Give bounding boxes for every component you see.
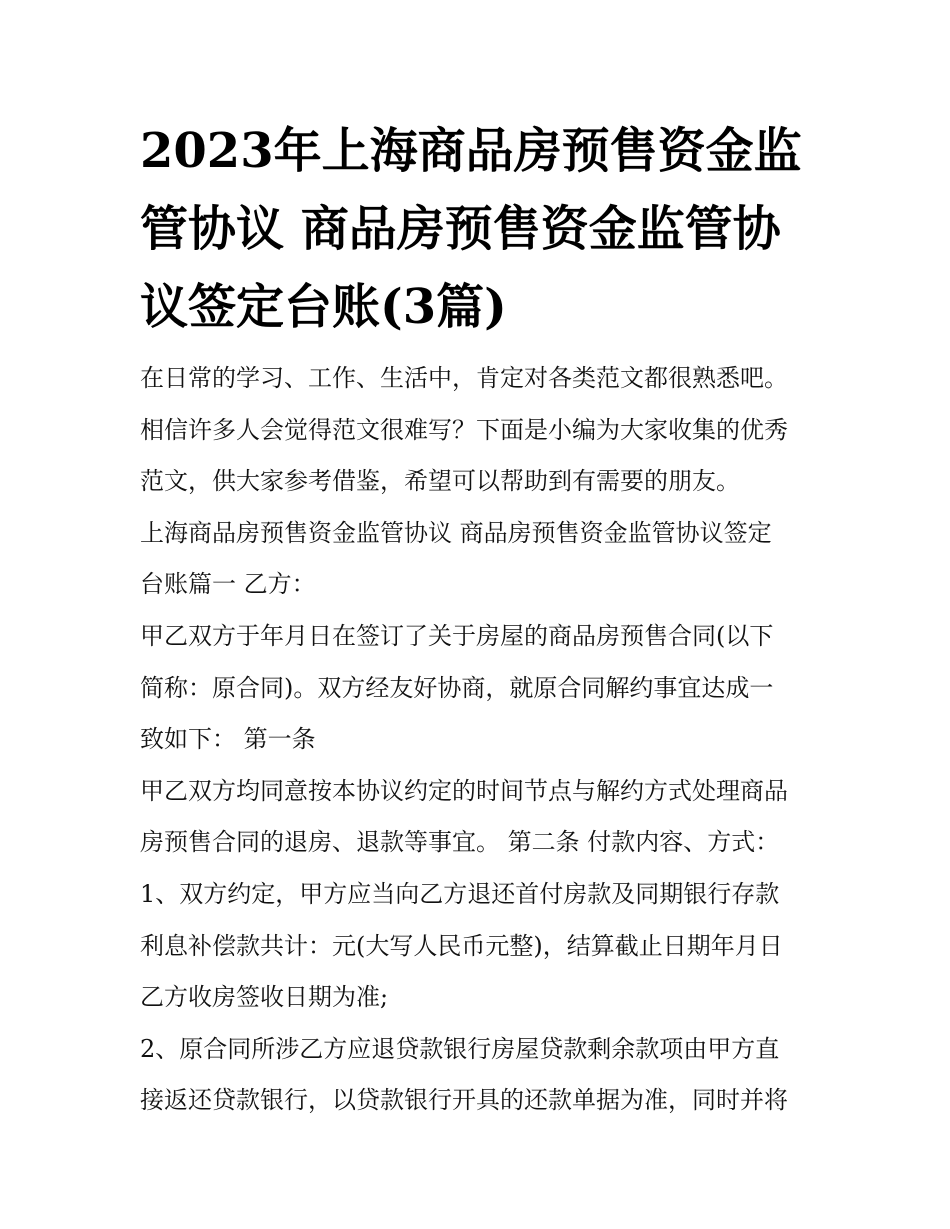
body-line: 房预售合同的退房、退款等事宜。 第二条 付款内容、方式：	[140, 828, 780, 857]
body-line: 简称：原合同)。双方经友好协商，就原合同解约事宜达成一	[140, 673, 774, 702]
body-line: 甲乙双方于年月日在签订了关于房屋的商品房预售合同(以下	[140, 621, 774, 650]
title-line: 2023年上海商品房预售资金监	[140, 123, 802, 179]
body-line: 2、原合同所涉乙方应退贷款银行房屋贷款剩余款项由甲方直	[140, 1034, 780, 1063]
body-line: 甲乙双方均同意按本协议约定的时间节点与解约方式处理商品	[140, 776, 788, 805]
title-line: 议签定台账(3篇)	[140, 279, 507, 335]
body-line: 台账篇一 乙方：	[140, 570, 316, 599]
body-line: 接返还贷款银行，以贷款银行开具的还款单据为准，同时并将	[140, 1086, 788, 1115]
body-line: 在日常的学习、工作、生活中，肯定对各类范文都很熟悉吧。	[140, 364, 788, 392]
body-line: 乙方收房签收日期为准;	[140, 983, 389, 1012]
document-title	[140, 112, 820, 346]
body-line: 利息补偿款共计：元(大写人民币元整)，结算截止日期年月日	[140, 931, 783, 960]
body-line: 范文，供大家参考借鉴，希望可以帮助到有需要的朋友。	[140, 467, 740, 496]
document-body	[140, 353, 830, 1127]
body-line: 1、双方约定，甲方应当向乙方退还首付房款及同期银行存款	[140, 879, 780, 908]
body-line: 上海商品房预售资金监管协议 商品房预售资金监管协议签定	[140, 518, 772, 547]
body-line: 相信许多人会觉得范文很难写？下面是小编为大家收集的优秀	[140, 415, 788, 444]
title-line: 管协议 商品房预售资金监管协	[140, 201, 781, 257]
body-line: 致如下： 第一条	[140, 725, 316, 754]
